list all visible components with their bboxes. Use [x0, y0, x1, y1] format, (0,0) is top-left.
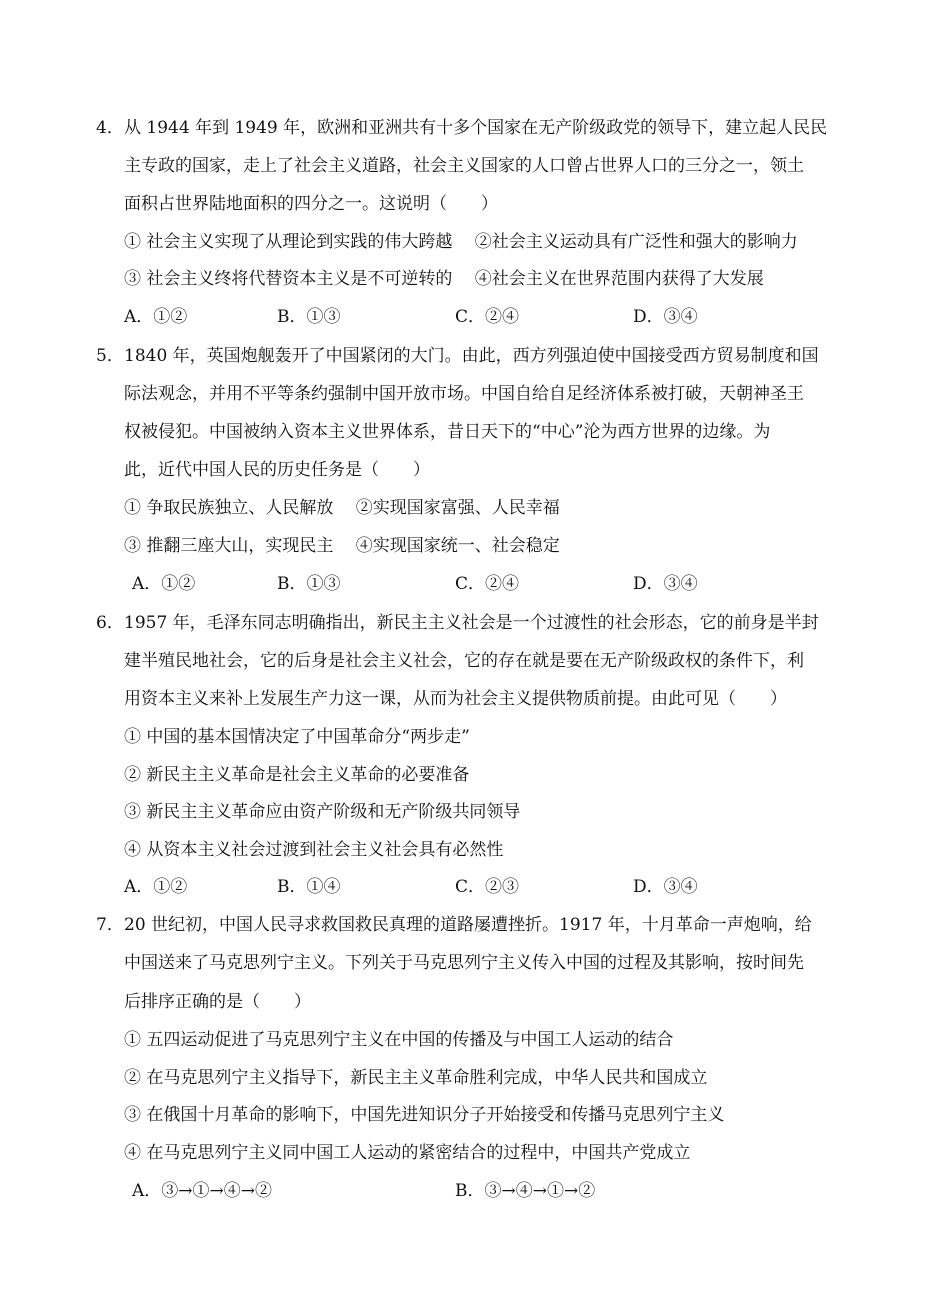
question-number: 6．	[96, 613, 124, 633]
question-text-line: 此，近代中国人民的历史任务是（ ）	[124, 460, 430, 480]
choice-a[interactable]: A．③→①→④→②	[132, 1181, 273, 1201]
question-number: 7．	[96, 915, 124, 935]
statement-option: ④ 从资本主义社会过渡到社会主义社会具有必然性	[124, 840, 504, 860]
choice-a[interactable]: A．①②	[124, 877, 188, 897]
choice-b[interactable]: B．③→④→①→②	[455, 1181, 596, 1201]
choice-c[interactable]: C．②③	[455, 877, 520, 897]
statement-option: ① 中国的基本国情决定了中国革命分“两步走”	[124, 727, 470, 747]
choice-c[interactable]: C．②④	[455, 307, 520, 327]
choice-d[interactable]: D．③④	[633, 877, 698, 897]
choice-b[interactable]: B．①④	[277, 877, 341, 897]
question-text-line: 建半殖民地社会，它的后身是社会主义社会，它的存在就是要在无产阶级政权的条件下，利	[124, 651, 804, 671]
choice-b[interactable]: B．①③	[277, 307, 341, 327]
question-text-line: 权被侵犯。中国被纳入资本主义世界体系，昔日天下的“中心”沦为西方世界的边缘。为	[124, 422, 771, 442]
choice-a[interactable]: A．①②	[132, 574, 196, 594]
statement-option: ④ 在马克思列宁主义同中国工人运动的紧密结合的过程中，中国共产党成立	[124, 1143, 691, 1163]
question-text-line: 际法观念，并用不平等条约强制中国开放市场。中国自给自足经济体系被打破，天朝神圣王	[124, 384, 804, 404]
statement-option: ① 五四运动促进了马克思列宁主义在中国的传播及与中国工人运动的结合	[124, 1030, 674, 1050]
question-text-line: 用资本主义来补上发展生产力这一课，从而为社会主义提供物质前提。由此可见（ ）	[124, 689, 787, 709]
statement-option: ③ 新民主主义革命应由资产阶级和无产阶级共同领导	[124, 802, 521, 822]
choice-a[interactable]: A．①②	[124, 307, 188, 327]
choice-d[interactable]: D．③④	[633, 574, 698, 594]
question-number: 4．	[96, 118, 124, 138]
question-text-line: 面积占世界陆地面积的四分之一。这说明（ ）	[124, 194, 498, 214]
question-text-line: 中国送来了马克思列宁主义。下列关于马克思列宁主义传入中国的过程及其影响，按时间先	[124, 953, 804, 973]
choice-c[interactable]: C．②④	[455, 574, 520, 594]
statement-option: ③ 社会主义终将代替资本主义是不可逆转的 ④社会主义在世界范围内获得了大发展	[124, 269, 764, 289]
question-text-line: 1957 年，毛泽东同志明确指出，新民主主义社会是一个过渡性的社会形态，它的前身是半封	[124, 613, 819, 633]
statement-option: ② 在马克思列宁主义指导下，新民主主义革命胜利完成，中华人民共和国成立	[124, 1068, 708, 1088]
statement-option: ② 新民主主义革命是社会主义革命的必要准备	[124, 765, 470, 785]
choice-b[interactable]: B．①③	[277, 574, 341, 594]
question-text-line: 1840 年，英国炮舰轰开了中国紧闭的大门。由此，西方列强迫使中国接受西方贸易制度和国	[124, 346, 819, 366]
choice-d[interactable]: D．③④	[633, 307, 698, 327]
statement-option: ③ 推翻三座大山，实现民主 ④实现国家统一、社会稳定	[124, 536, 560, 556]
question-number: 5．	[96, 346, 124, 366]
question-text-line: 主专政的国家，走上了社会主义道路，社会主义国家的人口曾占世界人口的三分之一，领土	[124, 156, 804, 176]
statement-option: ③ 在俄国十月革命的影响下，中国先进知识分子开始接受和传播马克思列宁主义	[124, 1105, 725, 1125]
statement-option: ① 社会主义实现了从理论到实践的伟大跨越 ②社会主义运动具有广泛性和强大的影响力	[124, 232, 798, 252]
question-text-line: 从 1944 年到 1949 年，欧洲和亚洲共有十多个国家在无产阶级政党的领导下，建立起人民民	[124, 118, 828, 138]
question-text-line: 后排序正确的是（ ）	[124, 992, 311, 1012]
question-text-line: 20 世纪初，中国人民寻求救国救民真理的道路屡遭挫折。1917 年，十月革命一声炮响，给	[124, 915, 812, 935]
statement-option: ① 争取民族独立、人民解放 ②实现国家富强、人民幸福	[124, 498, 560, 518]
